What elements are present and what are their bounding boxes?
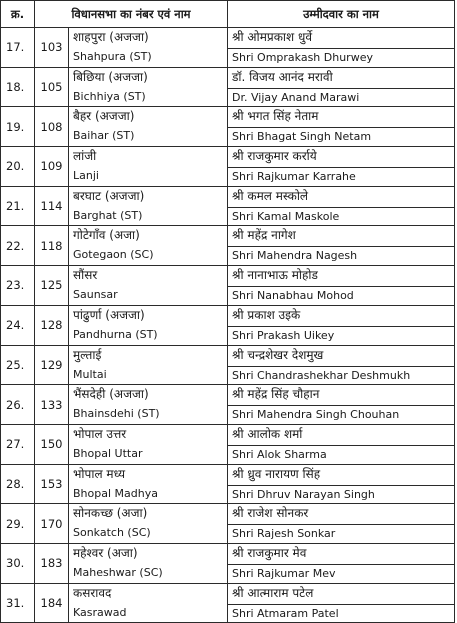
row-serial: 19.	[1, 107, 35, 147]
candidate-name-english: Shri Nanabhau Mohod	[228, 286, 454, 304]
candidate-name-english: Shri Mahendra Nagesh	[228, 246, 454, 264]
row-constituency-number: 184	[35, 583, 69, 623]
candidate-name-english: Shri Rajesh Sonkar	[228, 524, 454, 542]
candidate-name-english: Shri Dhruv Narayan Singh	[228, 485, 454, 503]
row-serial: 17.	[1, 28, 35, 68]
candidate-name-hindi: श्री आत्माराम पटेल	[232, 585, 314, 600]
constituency-name-hindi: सौंसर	[73, 268, 98, 283]
row-candidate-cell	[228, 385, 455, 425]
row-constituency-cell	[69, 504, 228, 544]
constituency-name-hindi: भैंसदेही (अजजा)	[73, 387, 149, 402]
candidate-name-hindi: श्री महेंद्र नागेश	[232, 228, 296, 243]
constituency-name-hindi: भोपाल मध्य	[73, 466, 126, 481]
table-header-row	[1, 1, 455, 28]
row-constituency-cell	[69, 543, 228, 583]
row-constituency-number: 183	[35, 543, 69, 583]
candidate-name-hindi: श्री आलोक शर्मा	[232, 426, 303, 441]
row-constituency-number: 133	[35, 385, 69, 425]
row-constituency-cell	[69, 147, 228, 187]
row-constituency-cell	[69, 583, 228, 623]
constituency-name-hindi: पांढुर्णा (अजजा)	[73, 307, 145, 322]
row-serial: 24.	[1, 305, 35, 345]
row-constituency-cell	[69, 464, 228, 504]
candidate-name-hindi: डॉ. विजय आनंद मरावी	[232, 69, 333, 84]
row-constituency-cell	[69, 67, 228, 107]
row-constituency-cell	[69, 226, 228, 266]
header-serial: क्र.	[1, 1, 35, 28]
constituency-name-hindi: महेश्वर (अजा)	[73, 545, 138, 560]
constituency-name-english: Multai	[73, 367, 107, 381]
constituency-name-english: Bhopal Uttar	[73, 446, 143, 460]
row-serial: 23.	[1, 266, 35, 306]
table-row	[1, 345, 455, 385]
row-candidate-cell	[228, 543, 455, 583]
candidate-name-english: Shri Atmaram Patel	[228, 604, 454, 622]
constituency-name-english: Baihar (ST)	[73, 129, 135, 143]
constituency-name-hindi: भोपाल उत्तर	[73, 426, 127, 441]
constituency-name-english: Gotegaon (SC)	[73, 248, 154, 262]
constituency-name-hindi: सोनकच्छ (अजा)	[73, 506, 148, 521]
constituency-name-english: Bichhiya (ST)	[73, 89, 146, 103]
table-body	[1, 28, 455, 623]
row-constituency-cell	[69, 385, 228, 425]
row-candidate-cell	[228, 67, 455, 107]
row-candidate-cell	[228, 424, 455, 464]
candidate-name-english: Shri Rajkumar Karrahe	[228, 167, 454, 185]
row-constituency-cell	[69, 305, 228, 345]
row-constituency-number: 128	[35, 305, 69, 345]
table-row	[1, 186, 455, 226]
candidate-name-english: Shri Bhagat Singh Netam	[228, 127, 454, 145]
row-candidate-cell	[228, 305, 455, 345]
row-constituency-cell	[69, 107, 228, 147]
row-constituency-cell	[69, 345, 228, 385]
row-candidate-cell	[228, 583, 455, 623]
row-serial: 27.	[1, 424, 35, 464]
row-candidate-cell	[228, 186, 455, 226]
candidate-name-english: Shri Alok Sharma	[228, 445, 454, 463]
row-constituency-cell	[69, 28, 228, 68]
row-constituency-cell	[69, 186, 228, 226]
row-candidate-cell	[228, 504, 455, 544]
row-serial: 21.	[1, 186, 35, 226]
row-constituency-number: 105	[35, 67, 69, 107]
constituency-name-hindi: गोटेगाँव (अजा)	[73, 228, 140, 243]
row-constituency-number: 103	[35, 28, 69, 68]
candidate-name-hindi: श्री प्रकाश उइके	[232, 307, 301, 322]
constituency-name-hindi: लांजी	[73, 149, 97, 164]
table-row	[1, 464, 455, 504]
table-row	[1, 583, 455, 623]
candidate-name-english: Shri Chandrashekhar Deshmukh	[228, 366, 454, 384]
constituency-name-hindi: मुल्ताई	[73, 347, 102, 362]
row-constituency-cell	[69, 266, 228, 306]
candidate-name-english: Shri Prakash Uikey	[228, 326, 454, 344]
table-row	[1, 226, 455, 266]
candidate-name-hindi: श्री राजकुमार कर्राये	[232, 149, 317, 164]
constituency-name-hindi: बरघाट (अजजा)	[73, 188, 145, 203]
row-serial: 29.	[1, 504, 35, 544]
candidate-name-hindi: श्री महेंद्र सिंह चौहान	[232, 387, 320, 402]
row-serial: 22.	[1, 226, 35, 266]
candidate-name-hindi: श्री कमल मस्कोले	[232, 188, 309, 203]
table-row	[1, 67, 455, 107]
table-row	[1, 424, 455, 464]
candidate-name-english: Shri Rajkumar Mev	[228, 564, 454, 582]
constituency-name-english: Barghat (ST)	[73, 208, 143, 222]
constituency-name-english: Kasrawad	[73, 605, 127, 619]
candidate-name-hindi: श्री राजकुमार मेव	[232, 545, 307, 560]
candidate-name-hindi: श्री राजेश सोनकर	[232, 506, 309, 521]
header-constituency: विधानसभा का नंबर एवं नाम	[35, 1, 228, 28]
row-serial: 28.	[1, 464, 35, 504]
row-constituency-number: 114	[35, 186, 69, 226]
row-candidate-cell	[228, 107, 455, 147]
candidate-name-hindi: श्री चन्द्रशेखर देशमुख	[232, 347, 324, 362]
constituency-name-hindi: बिछिया (अजजा)	[73, 69, 148, 84]
constituency-name-hindi: शाहपुरा (अजजा)	[73, 30, 149, 44]
row-serial: 20.	[1, 147, 35, 187]
row-constituency-number: 108	[35, 107, 69, 147]
table-row	[1, 504, 455, 544]
candidate-name-hindi: श्री नानाभाऊ मोहोड	[232, 268, 318, 283]
row-candidate-cell	[228, 464, 455, 504]
row-serial: 25.	[1, 345, 35, 385]
constituency-name-english: Sonkatch (SC)	[73, 526, 151, 540]
constituency-name-english: Maheshwar (SC)	[73, 565, 163, 579]
constituency-name-english: Lanji	[73, 169, 99, 183]
candidate-name-english: Shri Mahendra Singh Chouhan	[228, 405, 454, 423]
row-constituency-number: 153	[35, 464, 69, 504]
table-row	[1, 305, 455, 345]
constituency-name-hindi: कसरावद	[73, 585, 112, 600]
row-candidate-cell	[228, 28, 455, 68]
row-candidate-cell	[228, 266, 455, 306]
constituency-name-english: Pandhurna (ST)	[73, 327, 158, 341]
row-serial: 18.	[1, 67, 35, 107]
row-candidate-cell	[228, 147, 455, 187]
candidate-name-english: Shri Omprakash Dhurwey	[228, 48, 454, 66]
candidate-name-english: Shri Kamal Maskole	[228, 207, 454, 225]
row-serial: 26.	[1, 385, 35, 425]
row-serial: 30.	[1, 543, 35, 583]
table-row	[1, 107, 455, 147]
row-constituency-number: 125	[35, 266, 69, 306]
row-constituency-number: 129	[35, 345, 69, 385]
header-candidate: उम्मीदवार का नाम	[228, 1, 455, 28]
candidate-name-hindi: श्री भगत सिंह नेताम	[232, 109, 319, 124]
constituency-name-english: Bhopal Madhya	[73, 486, 158, 500]
row-candidate-cell	[228, 345, 455, 385]
table-row	[1, 543, 455, 583]
constituency-name-english: Shahpura (ST)	[73, 50, 152, 63]
row-constituency-cell	[69, 424, 228, 464]
row-constituency-number: 170	[35, 504, 69, 544]
row-constituency-number: 109	[35, 147, 69, 187]
table-row	[1, 28, 455, 68]
candidate-name-hindi: श्री ओमप्रकाश धुर्वे	[232, 30, 313, 44]
constituency-name-english: Bhainsdehi (ST)	[73, 407, 160, 421]
candidate-name-english: Dr. Vijay Anand Marawi	[228, 88, 454, 106]
table-row	[1, 266, 455, 306]
table-row	[1, 385, 455, 425]
row-candidate-cell	[228, 226, 455, 266]
constituency-name-english: Saunsar	[73, 288, 118, 302]
row-serial: 31.	[1, 583, 35, 623]
constituency-name-hindi: बैहर (अजजा)	[73, 109, 135, 124]
row-constituency-number: 118	[35, 226, 69, 266]
row-constituency-number: 150	[35, 424, 69, 464]
table-row	[1, 147, 455, 187]
candidate-name-hindi: श्री ध्रुव नारायण सिंह	[232, 466, 321, 481]
